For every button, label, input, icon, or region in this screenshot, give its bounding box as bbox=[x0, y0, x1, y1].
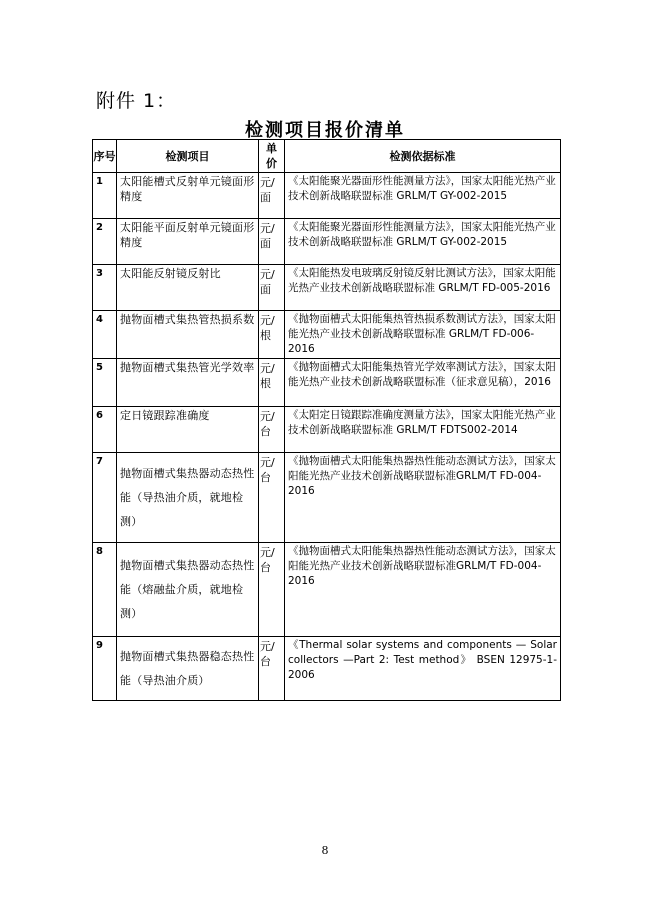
table-row bbox=[93, 265, 561, 311]
row-unit-price: 元/台 bbox=[259, 637, 285, 701]
row-test-item: 抛物面槽式集热器动态热性能（熔融盐介质，就地检测） bbox=[117, 543, 259, 637]
row-unit-price: 元/台 bbox=[259, 543, 285, 637]
row-standard: 《抛物面槽式太阳能集热器热性能动态测试方法》，国家太阳能光热产业技术创新战略联盟标准GRLM/T FD-004-2016 bbox=[285, 453, 561, 543]
table-row bbox=[93, 311, 561, 359]
row-number: 1 bbox=[93, 173, 117, 219]
table-header-row bbox=[93, 140, 561, 173]
row-unit-price: 元/面 bbox=[259, 173, 285, 219]
header-no: 序号 bbox=[93, 140, 117, 173]
row-number: 7 bbox=[93, 453, 117, 543]
price-list-table bbox=[92, 139, 561, 701]
row-number: 8 bbox=[93, 543, 117, 637]
row-number: 4 bbox=[93, 311, 117, 359]
row-standard: 《太阳能热发电玻璃反射镜反射比测试方法》，国家太阳能光热产业技术创新战略联盟标准 GRLM/T FD-005-2016 bbox=[285, 265, 561, 311]
row-standard: 《太阳能聚光器面形性能测量方法》，国家太阳能光热产业技术创新战略联盟标准 GRLM/T GY-002-2015 bbox=[285, 173, 561, 219]
table-row bbox=[93, 359, 561, 407]
row-test-item: 定日镜跟踪准确度 bbox=[117, 407, 259, 453]
row-test-item: 抛物面槽式集热器动态热性能（导热油介质，就地检测） bbox=[117, 453, 259, 543]
table-row bbox=[93, 173, 561, 219]
row-number: 5 bbox=[93, 359, 117, 407]
row-test-item: 太阳能槽式反射单元镜面形精度 bbox=[117, 173, 259, 219]
document-title: 检测项目报价清单 bbox=[245, 120, 405, 141]
row-standard: 《太阳能聚光器面形性能测量方法》，国家太阳能光热产业技术创新战略联盟标准 GRLM/T GY-002-2015 bbox=[285, 219, 561, 265]
row-unit-price: 元/根 bbox=[259, 311, 285, 359]
row-unit-price: 元/台 bbox=[259, 407, 285, 453]
table-row bbox=[93, 453, 561, 543]
attachment-label: 附件 1： bbox=[96, 90, 177, 112]
page-number: 8 bbox=[321, 844, 329, 857]
row-standard: 《太阳定日镜跟踪准确度测量方法》，国家太阳能光热产业技术创新战略联盟标准 GRLM/T FDTS002-2014 bbox=[285, 407, 561, 453]
row-standard: 《抛物面槽式太阳能集热管热损系数测试方法》，国家太阳能光热产业技术创新战略联盟标准 GRLM/T FD-006-2016 bbox=[285, 311, 561, 359]
row-unit-price: 元/台 bbox=[259, 453, 285, 543]
row-unit-price: 元/根 bbox=[259, 359, 285, 407]
table-row bbox=[93, 637, 561, 701]
table-row bbox=[93, 543, 561, 637]
table-row bbox=[93, 407, 561, 453]
row-test-item: 太阳能反射镜反射比 bbox=[117, 265, 259, 311]
row-test-item: 太阳能平面反射单元镜面形精度 bbox=[117, 219, 259, 265]
row-number: 9 bbox=[93, 637, 117, 701]
row-test-item: 抛物面槽式集热管光学效率 bbox=[117, 359, 259, 407]
row-number: 2 bbox=[93, 219, 117, 265]
row-standard: 《Thermal solar systems and components — Solar collectors —Part 2: Test method》 BSEN 12975-1-2006 bbox=[285, 637, 561, 701]
row-number: 6 bbox=[93, 407, 117, 453]
row-test-item: 抛物面槽式集热器稳态热性能（导热油介质） bbox=[117, 637, 259, 701]
row-number: 3 bbox=[93, 265, 117, 311]
row-standard: 《抛物面槽式太阳能集热器热性能动态测试方法》，国家太阳能光热产业技术创新战略联盟标准GRLM/T FD-004-2016 bbox=[285, 543, 561, 637]
row-unit-price: 元/面 bbox=[259, 265, 285, 311]
row-test-item: 抛物面槽式集热管热损系数 bbox=[117, 311, 259, 359]
header-item: 检测项目 bbox=[117, 140, 259, 173]
table-row bbox=[93, 219, 561, 265]
row-standard: 《抛物面槽式太阳能集热管光学效率测试方法》，国家太阳能光热产业技术创新战略联盟标准（征求意见稿），2016 bbox=[285, 359, 561, 407]
row-unit-price: 元/面 bbox=[259, 219, 285, 265]
header-standard: 检测依据标准 bbox=[285, 140, 561, 173]
header-unit: 单价 bbox=[259, 140, 285, 173]
